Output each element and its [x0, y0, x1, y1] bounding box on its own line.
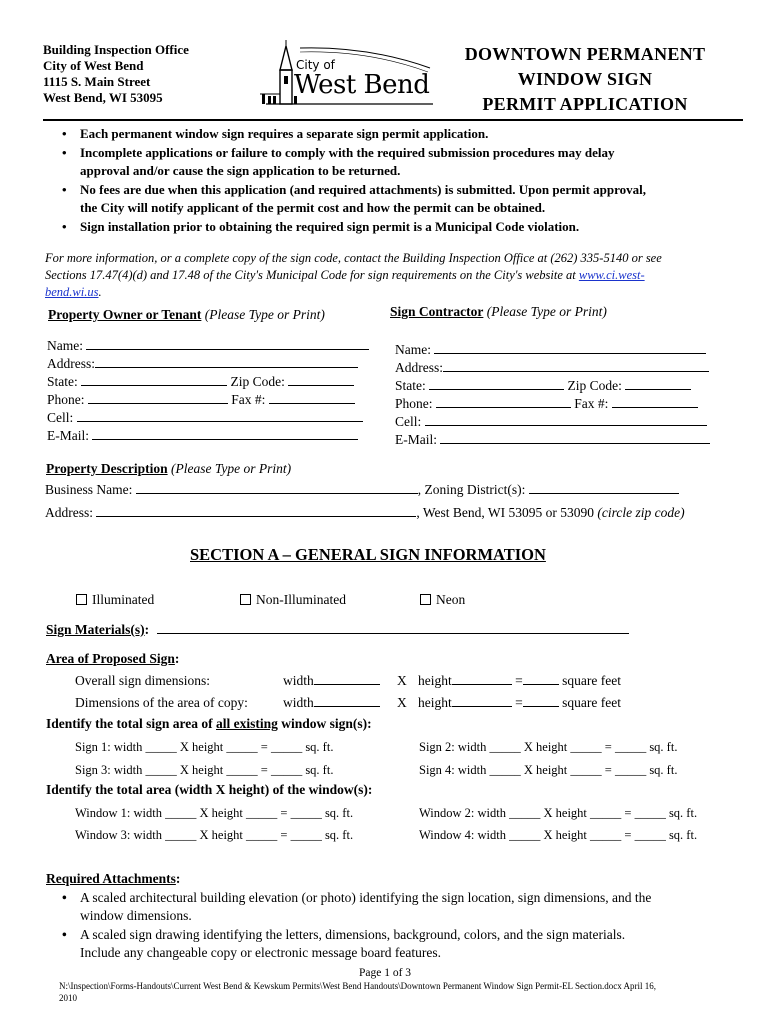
logo-line1: City of — [296, 58, 335, 72]
attachments-heading — [46, 871, 180, 887]
owner-address-label: Address: — [47, 356, 95, 371]
owner-email-label: E-Mail: — [47, 428, 89, 443]
window-4-row[interactable]: Window 4: width _____ X height _____ = _____ sq. ft. — [419, 828, 698, 842]
attachment-item: A scaled architectural building elevation (or photo) identifying the sign location, sign dimensions, and the — [80, 890, 652, 905]
contractor-email-field[interactable] — [440, 433, 710, 444]
overall-area-field[interactable] — [523, 674, 559, 685]
existing-signs-underlined: all existing — [216, 716, 278, 731]
contractor-cell-field[interactable] — [425, 415, 707, 426]
checkbox-icon[interactable] — [76, 594, 87, 605]
instruction-item-cont: approval and/or cause the sign application to be returned. — [80, 163, 401, 178]
office-city-state-zip: West Bend, WI 53095 — [43, 90, 163, 105]
property-address-label: Address: — [45, 505, 93, 520]
office-street: 1115 S. Main Street — [43, 74, 151, 89]
overall-dimensions-row — [75, 673, 675, 691]
property-city-label: , West Bend, WI 53095 or 53090 — [416, 505, 595, 520]
owner-heading-label: Property Owner or Tenant — [48, 307, 202, 322]
checkbox-icon[interactable] — [420, 594, 431, 605]
contractor-address-label: Address: — [395, 360, 443, 375]
option-neon-label: Neon — [436, 592, 466, 607]
width-label: width — [283, 695, 314, 710]
sign-materials-field[interactable] — [157, 623, 629, 634]
owner-heading — [48, 307, 325, 323]
contractor-zip-label: Zip Code: — [567, 378, 622, 393]
business-name-field[interactable] — [136, 483, 418, 494]
property-business-row — [45, 482, 679, 498]
property-heading — [46, 461, 291, 477]
owner-fax-label: Fax #: — [231, 392, 266, 407]
page-number: Page 1 of 3 — [358, 967, 412, 979]
owner-phone-field[interactable] — [88, 393, 228, 404]
zip-circle-note: (circle zip code) — [597, 505, 685, 520]
header-divider — [43, 119, 743, 121]
owner-zip-label: Zip Code: — [230, 374, 285, 389]
contractor-heading-note: (Please Type or Print) — [483, 304, 607, 319]
contractor-state-label: State: — [395, 378, 426, 393]
attachment-item-cont: Include any changeable copy or electronic message board features. — [80, 945, 441, 960]
sign-2-row[interactable]: Sign 2: width _____ X height _____ = _____ sq. ft. — [419, 740, 678, 754]
property-heading-label: Property Description — [46, 461, 168, 476]
times-label: X — [397, 673, 407, 688]
attachments-list — [0, 890, 770, 970]
bullet-icon: • — [62, 890, 67, 905]
owner-email-field[interactable] — [92, 429, 358, 440]
bullet-icon: • — [62, 182, 67, 197]
contractor-zip-field[interactable] — [625, 379, 691, 390]
sqfeet-label: square feet — [562, 695, 621, 710]
copy-dimensions-row — [75, 695, 675, 713]
zoning-label: , Zoning District(s): — [417, 482, 526, 497]
option-neon[interactable] — [420, 592, 465, 608]
instruction-item: Sign installation prior to obtaining the required sign permit is a Municipal Code violation. — [80, 219, 580, 234]
owner-name-field[interactable] — [86, 339, 369, 350]
office-address — [43, 42, 189, 106]
owner-phone-label: Phone: — [47, 392, 85, 407]
instruction-item: Incomplete applications or failure to comply with the required submission procedures may delay — [80, 145, 615, 160]
property-heading-note: (Please Type or Print) — [167, 461, 292, 476]
instruction-item-cont: the City will notify applicant of the permit cost and how the permit can be obtained. — [80, 200, 546, 215]
attachment-item-cont: window dimensions. — [80, 908, 192, 923]
info-period: . — [98, 285, 102, 299]
sign-materials-row — [46, 622, 629, 638]
owner-state-field[interactable] — [81, 375, 227, 386]
contractor-phone-field[interactable] — [436, 397, 571, 408]
sign-materials-label: Sign Materials(s) — [46, 622, 145, 637]
overall-width-field[interactable] — [314, 674, 380, 685]
file-path: N:\Inspection\Forms-Handouts\Current West Bend & Kewskum Permits\West Bend Handouts\Downtown Permanent Window Sign Permit-EL Section.docx April 16, — [59, 981, 656, 991]
bullet-icon: • — [62, 145, 67, 160]
contractor-heading-label: Sign Contractor — [390, 304, 484, 319]
equals-label: = — [515, 695, 523, 710]
business-name-label: Business Name: — [45, 482, 133, 497]
office-city: City of West Bend — [43, 58, 144, 73]
file-year: 2010 — [59, 993, 77, 1003]
overall-dimensions-label: Overall sign dimensions: — [75, 673, 210, 688]
sign-3-row[interactable]: Sign 3: width _____ X height _____ = _____ sq. ft. — [75, 763, 334, 777]
city-website-link-cont[interactable]: bend.wi.us — [45, 285, 99, 299]
existing-signs-post: window sign(s): — [277, 716, 372, 731]
bullet-icon: • — [62, 219, 67, 234]
copy-area-field[interactable] — [523, 696, 559, 707]
property-address-field[interactable] — [96, 506, 416, 517]
area-heading-colon: : — [174, 651, 180, 666]
area-heading-label: Area of Proposed Sign — [46, 651, 175, 666]
sqfeet-label: square feet — [562, 673, 621, 688]
option-non-illuminated-label: Non-Illuminated — [256, 592, 346, 607]
owner-fax-field[interactable] — [269, 393, 355, 404]
section-a-title: SECTION A – GENERAL SIGN INFORMATION — [190, 545, 546, 564]
info-line1: For more information, or a complete copy of the sign code, contact the Building Inspection Office at (262) 335-5140 or see — [45, 251, 662, 265]
contractor-address-field[interactable] — [443, 361, 709, 372]
contractor-cell-label: Cell: — [395, 414, 422, 429]
instruction-item: No fees are due when this application (and required attachments) is submitted. Upon permit approval, — [80, 182, 647, 197]
window-3-row[interactable]: Window 3: width _____ X height _____ = _____ sq. ft. — [75, 828, 354, 842]
bullet-icon: • — [62, 927, 67, 942]
info-line2: Sections 17.47(4)(d) and 17.48 of the City's Municipal Code for sign requirements on the City's website at — [45, 268, 579, 282]
windows-heading: Identify the total area (width X height) of the window(s): — [46, 782, 373, 797]
owner-state-label: State: — [47, 374, 78, 389]
attachment-item: A scaled sign drawing identifying the letters, dimensions, background, colors, and the sign materials. — [80, 927, 626, 942]
page-title — [440, 42, 730, 117]
option-illuminated-label: Illuminated — [92, 592, 155, 607]
attachments-heading-label: Required Attachments — [46, 871, 176, 886]
sign-materials-colon: : — [144, 622, 150, 637]
owner-heading-note: (Please Type or Print) — [201, 307, 325, 322]
bullet-icon: • — [62, 126, 67, 141]
contractor-name-label: Name: — [395, 342, 431, 357]
owner-address-field[interactable] — [95, 357, 358, 368]
owner-form — [47, 337, 369, 445]
existing-signs-heading — [46, 716, 372, 732]
area-heading — [46, 651, 179, 667]
title-line3: PERMIT APPLICATION — [482, 94, 688, 114]
city-logo — [258, 38, 440, 110]
contractor-fax-label: Fax #: — [574, 396, 609, 411]
times-label: X — [397, 695, 407, 710]
height-label: height — [418, 695, 452, 710]
instruction-item: Each permanent window sign requires a separate sign permit application. — [80, 126, 489, 141]
option-non-illuminated[interactable] — [240, 592, 346, 608]
copy-width-field[interactable] — [314, 696, 380, 707]
zoning-field[interactable] — [529, 483, 679, 494]
contractor-form — [395, 341, 710, 449]
equals-label: = — [515, 673, 523, 688]
owner-cell-label: Cell: — [47, 410, 74, 425]
title-line2: WINDOW SIGN — [517, 69, 653, 89]
window-1-row[interactable]: Window 1: width _____ X height _____ = _____ sq. ft. — [75, 806, 354, 820]
contractor-state-field[interactable] — [429, 379, 564, 390]
contractor-phone-label: Phone: — [395, 396, 433, 411]
checkbox-icon[interactable] — [240, 594, 251, 605]
contractor-email-label: E-Mail: — [395, 432, 437, 447]
info-paragraph — [45, 250, 662, 301]
overall-height-field[interactable] — [452, 674, 512, 685]
attachments-colon: : — [175, 871, 181, 886]
city-website-link[interactable]: www.ci.west- — [578, 268, 645, 282]
owner-cell-field[interactable] — [77, 411, 363, 422]
office-name: Building Inspection Office — [43, 42, 189, 57]
property-address-row — [45, 505, 685, 521]
width-label: width — [283, 673, 314, 688]
existing-signs-pre: Identify the total sign area of — [46, 716, 216, 731]
copy-dimensions-label: Dimensions of the area of copy: — [75, 695, 248, 710]
owner-zip-field[interactable] — [288, 375, 354, 386]
window-2-row[interactable]: Window 2: width _____ X height _____ = _____ sq. ft. — [419, 806, 698, 820]
sign-4-row[interactable]: Sign 4: width _____ X height _____ = _____ sq. ft. — [419, 763, 678, 777]
height-label: height — [418, 673, 452, 688]
contractor-name-field[interactable] — [434, 343, 706, 354]
title-line1: DOWNTOWN PERMANENT — [464, 44, 706, 64]
contractor-heading — [390, 304, 607, 320]
owner-name-label: Name: — [47, 338, 83, 353]
contractor-fax-field[interactable] — [612, 397, 698, 408]
sign-1-row[interactable]: Sign 1: width _____ X height _____ = _____ sq. ft. — [75, 740, 334, 754]
option-illuminated[interactable] — [76, 592, 154, 608]
copy-height-field[interactable] — [452, 696, 512, 707]
logo-line2: West Bend — [294, 70, 430, 100]
